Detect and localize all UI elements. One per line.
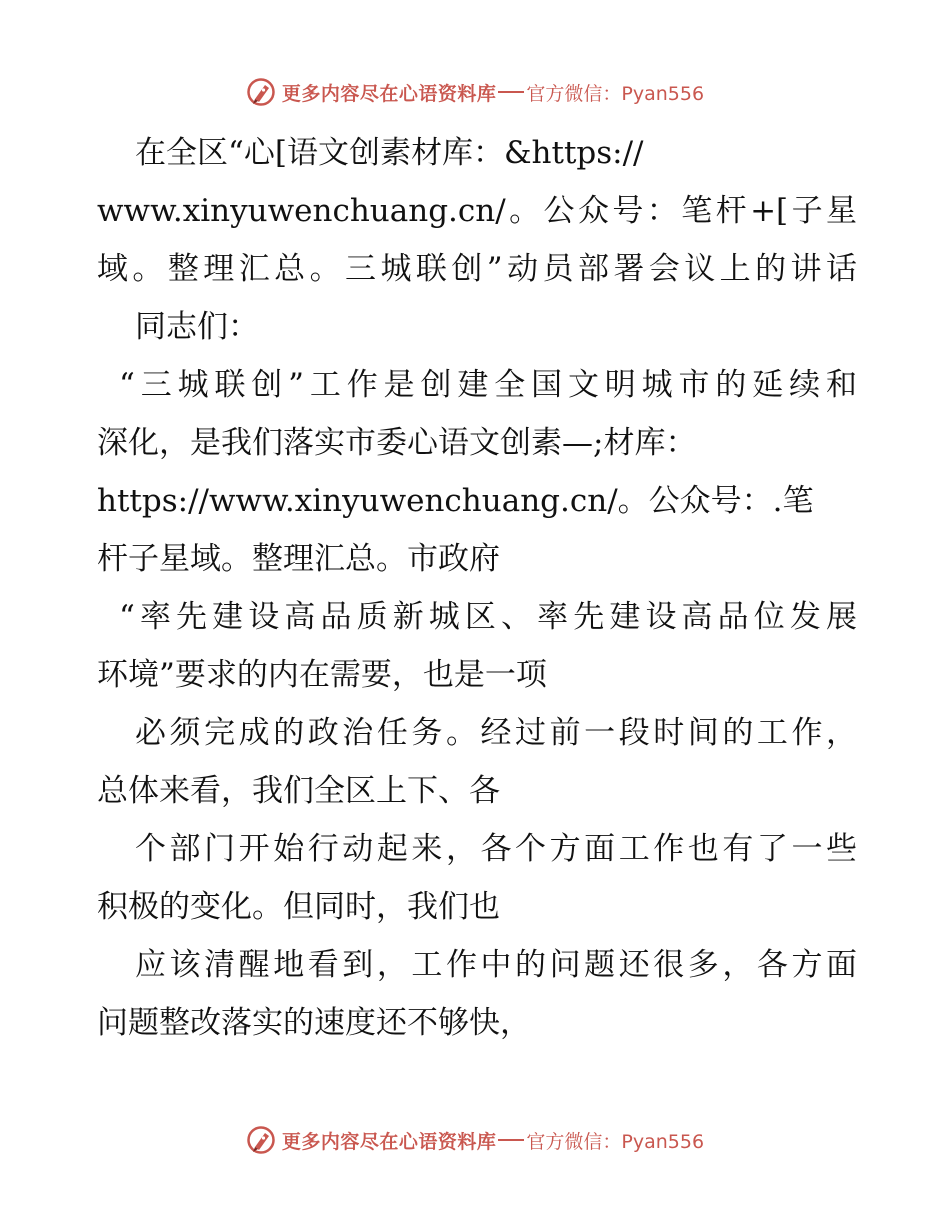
title-line-3: 域。整理汇总。三城联创”动员部署会议上的讲话 <box>97 251 857 287</box>
paragraph-line-1: “三城联创”工作是创建全国文明城市的延续和 <box>119 367 857 403</box>
paragraph-line-8: 总体来看，我们全区上下、各 <box>97 773 500 809</box>
watermark-site-name: 更多内容尽在心语资料库 <box>281 82 497 105</box>
pen-nib-circle-icon <box>246 1125 276 1155</box>
paragraph-line-4: 杆子星域。整理汇总。市政府 <box>97 541 500 577</box>
salutation: 同志们： <box>135 309 259 345</box>
watermark-site-name: 更多内容尽在心语资料库 <box>281 1130 497 1153</box>
paragraph-line-2: 深化，是我们落实市委心语文创素—;材库： <box>97 425 697 461</box>
document-body <box>97 124 857 1052</box>
paragraph-line-11: 应该清醒地看到，工作中的问题还很多，各方面 <box>135 947 857 983</box>
watermark-dash <box>498 1139 524 1141</box>
paragraph-line-10: 积极的变化。但同时，我们也 <box>97 889 500 925</box>
footer-watermark <box>0 1120 950 1160</box>
paragraph-line-5: “率先建设高品质新城区、率先建设高品位发展 <box>119 599 857 635</box>
title-line-1: 在全区“心[语文创素材库：&https:// <box>135 135 644 171</box>
paragraph-line-9: 个部门开始行动起来，各个方面工作也有了一些 <box>135 831 857 867</box>
header-watermark <box>0 72 950 112</box>
watermark-contact: 官方微信：Pyan556 <box>526 1130 705 1153</box>
paragraph-line-7: 必须完成的政治任务。经过前一段时间的工作， <box>135 715 857 751</box>
pen-nib-circle-icon <box>246 77 276 107</box>
paragraph-line-6: 环境”要求的内在需要，也是一项 <box>97 657 547 693</box>
watermark-dash <box>498 91 524 93</box>
title-line-2: www.xinyuwenchuang.cn/。公众号：笔杆+[子星 <box>97 193 857 229</box>
paragraph-line-12: 问题整改落实的速度还不够快， <box>97 1005 531 1041</box>
paragraph-line-3: https://www.xinyuwenchuang.cn/。公众号：.笔 <box>97 483 814 519</box>
watermark-contact: 官方微信：Pyan556 <box>526 82 705 105</box>
